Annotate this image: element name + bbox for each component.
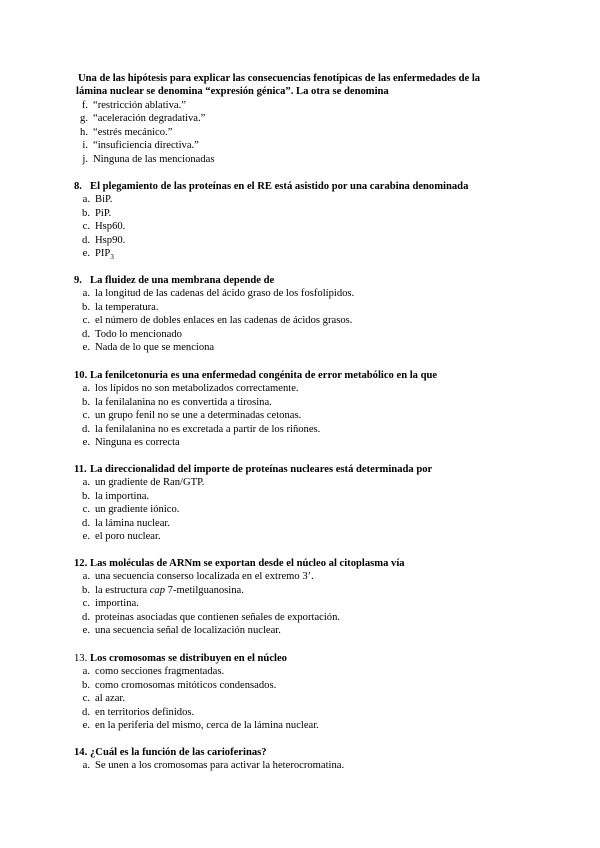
option-h: h. “estrés mecánico.” bbox=[80, 126, 173, 138]
question-title: 11. La direccionalidad del importe de proteínas nucleares está determinada por bbox=[74, 464, 433, 475]
question-9 bbox=[74, 274, 534, 354]
option-a: a. la longitud de las cadenas del ácido graso de los fosfolípidos. bbox=[82, 288, 355, 300]
intro-question bbox=[76, 72, 516, 99]
option-b: b. la fenilalanina no es convertida a tirosina. bbox=[82, 396, 272, 408]
option-c: c. al azar. bbox=[82, 693, 125, 705]
option-d: d. Hsp90. bbox=[82, 234, 126, 246]
intro-line-1: Una de las hipótesis para explicar las consecuencias fenotípicas de las enfermedades de la bbox=[78, 73, 481, 84]
option-d: d. la lámina nuclear. bbox=[82, 517, 171, 529]
options-list bbox=[76, 665, 534, 732]
option-d: d. proteínas asociadas que contienen señales de exportación. bbox=[82, 611, 341, 623]
question-title: 8. El plegamiento de las proteínas en el RE está asistido por una carabina denominada bbox=[74, 181, 469, 192]
option-e: e. en la periferia del mismo, cerca de la lámina nuclear. bbox=[82, 720, 319, 732]
question-title: 9. La fluidez de una membrana depende de bbox=[74, 275, 275, 286]
question-10 bbox=[74, 369, 534, 449]
question-13 bbox=[74, 652, 534, 732]
options-list bbox=[76, 193, 534, 260]
option-j: j. Ninguna de las mencionadas bbox=[82, 153, 215, 165]
question-14 bbox=[74, 746, 534, 773]
question-title: 14. ¿Cuál es la función de las carioferinas? bbox=[74, 747, 267, 758]
option-a: a. como secciones fragmentadas. bbox=[82, 666, 225, 678]
option-d: d. Todo lo mencionado bbox=[82, 328, 182, 340]
option-c: c. importina. bbox=[82, 598, 139, 610]
option-c: c. el número de dobles enlaces en las cadenas de ácidos grasos. bbox=[82, 315, 353, 327]
option-i: i. “insuficiencia directiva.” bbox=[82, 140, 199, 152]
option-b: b. la importina. bbox=[82, 490, 150, 502]
option-e: e. una secuencia señal de localización nuclear. bbox=[82, 625, 281, 637]
question-title: 10. La fenilcetonuria es una enfermedad congénita de error metabólico en la que bbox=[74, 370, 438, 381]
option-d: d. en territorios definidos. bbox=[82, 706, 195, 718]
question-11 bbox=[74, 463, 534, 543]
intro-line-2: lámina nuclear se denomina “expresión génica”. La otra se denomina bbox=[76, 86, 389, 98]
option-a: a. los lípidos no son metabolizados correctamente. bbox=[82, 383, 299, 395]
question-title: 13. Los cromosomas se distribuyen en el núcleo bbox=[74, 653, 287, 664]
option-b: b. la temperatura. bbox=[82, 301, 159, 313]
option-e: e. el poro nuclear. bbox=[82, 531, 161, 543]
option-e: e. Nada de lo que se menciona bbox=[82, 342, 215, 354]
option-f: f. “restricción ablativa.” bbox=[81, 100, 186, 111]
question-12 bbox=[74, 557, 534, 637]
option-a: a. un gradiente de Ran/GTP. bbox=[82, 477, 205, 489]
option-c: c. un grupo fenil no se une a determinadas cetonas. bbox=[82, 410, 302, 422]
option-b: b. como cromosomas mitóticos condensados. bbox=[82, 679, 277, 691]
option-c: c. Hsp60. bbox=[82, 221, 126, 233]
options-list bbox=[76, 476, 534, 543]
options-list bbox=[76, 759, 534, 772]
option-e: e. $PIP_3$ bbox=[82, 248, 114, 262]
option-c: c. un gradiente iónico. bbox=[82, 504, 180, 516]
option-a: a. BiP. bbox=[82, 194, 113, 206]
intro-options bbox=[74, 99, 215, 166]
options-list bbox=[76, 287, 534, 354]
option-a: a. una secuencia conserso localizada en el extremo 3’. bbox=[82, 571, 314, 583]
options-list bbox=[76, 382, 534, 449]
question-title: 12. Las moléculas de ARNm se exportan desde el núcleo al citoplasma vía bbox=[74, 558, 405, 569]
question-8 bbox=[74, 180, 534, 260]
option-a: a. Se unen a los cromosomas para activar la heterocromatina. bbox=[82, 760, 345, 772]
option-b: b. PiP. bbox=[82, 207, 112, 219]
options-list bbox=[76, 570, 534, 637]
option-b: b. la estructura cap 7-metilguanosina. bbox=[82, 584, 244, 596]
option-g: g. “aceleración degradativa.” bbox=[80, 113, 206, 125]
option-d: d. la fenilalanina no es excretada a partir de los riñones. bbox=[82, 423, 321, 435]
option-e: e. Ninguna es correcta bbox=[82, 437, 180, 449]
